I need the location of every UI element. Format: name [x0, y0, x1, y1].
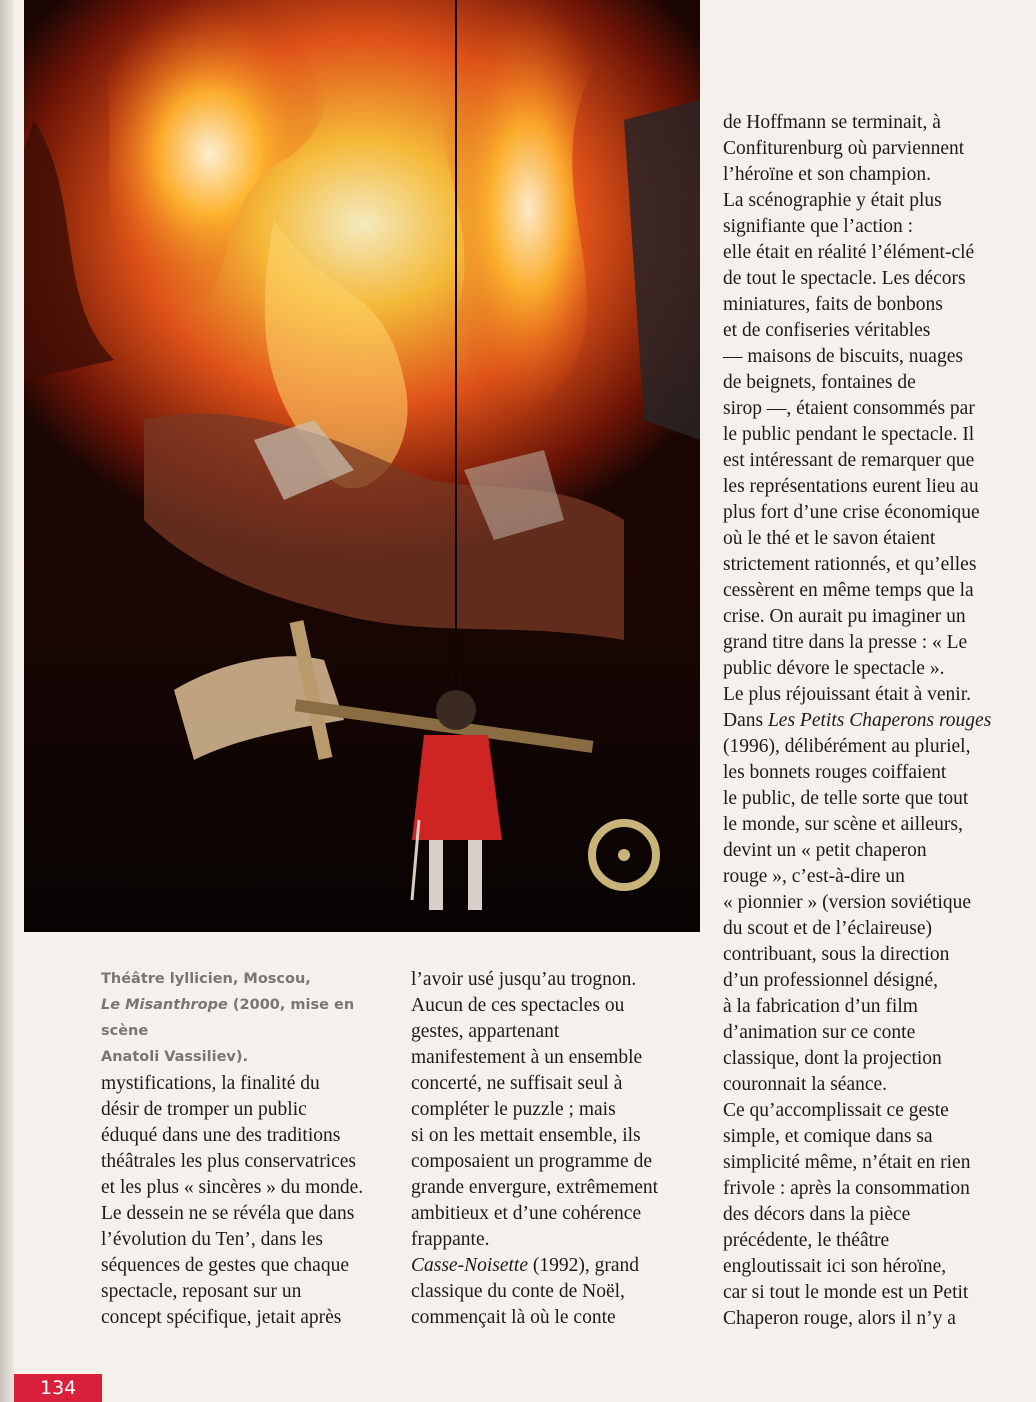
body-line: les bonnets rouges coiffaient [723, 762, 947, 783]
casse-noisette-rest: (1992), grand [528, 1255, 640, 1276]
page-number: 134 [14, 1374, 102, 1402]
text-column-middle [411, 967, 658, 1331]
caption-line-venue: Théâtre lyllicien, Moscou, [101, 971, 311, 987]
body-line: elle était en réalité l’élément-clé [723, 242, 975, 263]
body-line: public dévore le spectacle ». [723, 658, 945, 679]
body-line: concept spécifique, jetait après [101, 1307, 342, 1328]
page-edge-shadow [0, 0, 14, 1402]
body-line: classique du conte de Noël, [411, 1281, 625, 1302]
body-line: simplicité même, n’était en rien [723, 1152, 971, 1173]
body-line: — maisons de biscuits, nuages [723, 346, 963, 367]
body-line: grand titre dans la presse : « Le [723, 632, 968, 653]
body-line: où le thé et le savon étaient [723, 528, 936, 549]
body-line: crise. On aurait pu imaginer un [723, 606, 966, 627]
body-line: « pionnier » (version soviétique [723, 892, 972, 913]
body-line: frivole : après la consommation [723, 1178, 970, 1199]
body-line: et les plus « sincères » du monde. [101, 1177, 364, 1198]
body-line: l’avoir usé jusqu’au trognon. [411, 969, 637, 990]
body-line: devint un « petit chaperon [723, 840, 927, 861]
body-line: engloutissait ici son héroïne, [723, 1256, 947, 1277]
body-line: composaient un programme de [411, 1151, 652, 1172]
body-line: est intéressant de remarquer que [723, 450, 975, 471]
caption-line-play [101, 992, 401, 1044]
body-line: des décors dans la pièce [723, 1204, 911, 1225]
body-line: le monde, sur scène et ailleurs, [723, 814, 963, 835]
body-line: de Hoffmann se terminait, à [723, 112, 941, 133]
body-line: mystifications, la finalité du [101, 1073, 320, 1094]
casse-noisette-title: Casse-Noisette [411, 1255, 528, 1276]
body-line-casse-noisette [411, 1253, 658, 1279]
text-column-left [101, 1071, 363, 1331]
body-line: compléter le puzzle ; mais [411, 1099, 616, 1120]
body-line: ambitieux et d’une cohérence [411, 1203, 642, 1224]
caption-play-title: Le Misanthrope [101, 997, 228, 1013]
body-line: Chaperon rouge, alors il n’y a [723, 1308, 956, 1329]
body-line: La scénographie y était plus [723, 190, 942, 211]
body-line: rouge », c’est-à-dire un [723, 866, 905, 887]
body-line: sirop —, étaient consommés par [723, 398, 975, 419]
body-line: Aucun de ces spectacles ou [411, 995, 625, 1016]
body-line: désir de tromper un public [101, 1099, 307, 1120]
body-line: miniatures, faits de bonbons [723, 294, 943, 315]
caption-line-director: Anatoli Vassiliev). [101, 1049, 249, 1065]
body-line: Le dessein ne se révéla que dans [101, 1203, 355, 1224]
body-line: et de confiseries véritables [723, 320, 931, 341]
body-line: simple, et comique dans sa [723, 1126, 933, 1147]
body-line: signifiante que l’action : [723, 216, 914, 237]
stage-photo [24, 0, 700, 932]
body-line: car si tout le monde est un Petit [723, 1282, 969, 1303]
body-line: à la fabrication d’un film [723, 996, 918, 1017]
petits-chaperons-title: Les Petits Chaperons rouges [767, 710, 992, 731]
body-line: du scout et de l’éclaireuse) [723, 918, 932, 939]
body-line: plus fort d’une crise économique [723, 502, 980, 523]
body-line: cessèrent en même temps que la [723, 580, 974, 601]
body-line: précédente, le théâtre [723, 1230, 890, 1251]
photo-caption [101, 966, 401, 1070]
body-line: théâtrales les plus conservatrices [101, 1151, 357, 1172]
body-line: strictement rationnés, et qu’elles [723, 554, 977, 575]
body-line: d’animation sur ce conte [723, 1022, 916, 1043]
body-line: contribuant, sous la direction [723, 944, 950, 965]
caption-play-details: (2000, mise en scène [101, 997, 355, 1039]
body-line: spectacle, reposant sur un [101, 1281, 302, 1302]
body-line: de tout le spectacle. Les décors [723, 268, 966, 289]
body-line: grande envergure, extrêmement [411, 1177, 659, 1198]
body-line-petits-chaperons [723, 708, 991, 734]
body-line: frappante. [411, 1229, 490, 1250]
body-line: le public, de telle sorte que tout [723, 788, 969, 809]
body-line: classique, dont la projection [723, 1048, 942, 1069]
body-line: Ce qu’accomplissait ce geste [723, 1100, 949, 1121]
body-line: les représentations eurent lieu au [723, 476, 979, 497]
stage-photo-illustration [24, 0, 700, 932]
body-line: (1996), délibérément au pluriel, [723, 736, 971, 757]
body-line: gestes, appartenant [411, 1021, 560, 1042]
body-line: de beignets, fontaines de [723, 372, 916, 393]
body-line: commençait là où le conte [411, 1307, 616, 1328]
body-line: séquences de gestes que chaque [101, 1255, 349, 1276]
body-line: manifestement à un ensemble [411, 1047, 643, 1068]
body-line: si on les mettait ensemble, ils [411, 1125, 641, 1146]
body-line: Le plus réjouissant était à venir. [723, 684, 972, 705]
body-line: éduqué dans une des traditions [101, 1125, 341, 1146]
body-line: Confiturenburg où parviennent [723, 138, 965, 159]
dans-prefix: Dans [723, 710, 768, 731]
body-line: couronnait la séance. [723, 1074, 888, 1095]
body-line: l’héroïne et son champion. [723, 164, 931, 185]
body-line: le public pendant le spectacle. Il [723, 424, 975, 445]
text-column-right [723, 110, 991, 1332]
body-line: d’un professionnel désigné, [723, 970, 938, 991]
body-line: l’évolution du Ten’, dans les [101, 1229, 323, 1250]
body-line: concerté, ne suffisait seul à [411, 1073, 623, 1094]
